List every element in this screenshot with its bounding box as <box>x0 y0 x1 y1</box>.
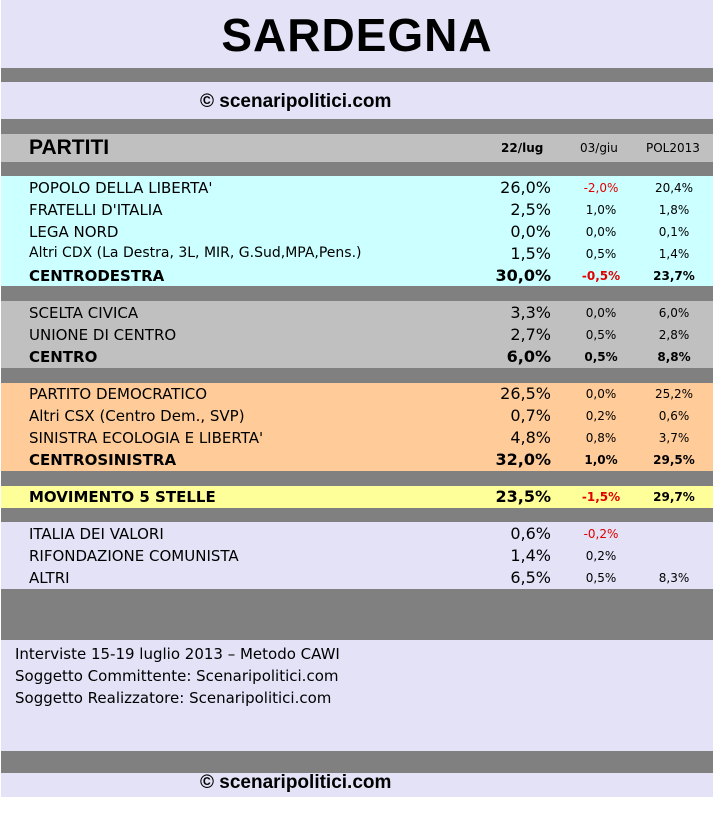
party-name: CENTROSINISTRA <box>29 451 177 469</box>
header-col-03giu: 03/giu <box>580 141 618 155</box>
divider-bar <box>1 286 713 301</box>
party-name: SINISTRA ECOLOGIA E LIBERTA' <box>29 429 264 447</box>
value-pol2013: 8,8% <box>657 350 691 364</box>
value-22lug: 1,4% <box>510 546 551 565</box>
value-pol2013: 20,4% <box>654 181 694 195</box>
party-name: POPOLO DELLA LIBERTA' <box>29 179 213 197</box>
value-22lug: 0,7% <box>510 406 551 425</box>
value-03giu: 1,0% <box>584 453 618 467</box>
party-name: Altri CSX (Centro Dem., SVP) <box>29 407 245 425</box>
party-name: UNIONE DI CENTRO <box>29 326 177 344</box>
value-pol2013: 0,6% <box>658 409 690 423</box>
party-name: PARTITO DEMOCRATICO <box>29 385 208 403</box>
value-22lug: 26,5% <box>500 384 551 403</box>
value-22lug: 32,0% <box>495 450 551 469</box>
value-03giu: 0,2% <box>585 549 617 563</box>
table-row <box>1 383 713 405</box>
party-name: RIFONDAZIONE COMUNISTA <box>29 547 239 565</box>
value-pol2013: 8,3% <box>658 571 690 585</box>
table-row-total <box>1 265 713 287</box>
value-22lug: 0,0% <box>510 222 551 241</box>
value-03giu: -2,0% <box>583 181 619 195</box>
value-03giu: -0,2% <box>583 527 619 541</box>
table-row <box>1 177 713 199</box>
divider-bar <box>1 162 713 176</box>
table-row-total <box>1 449 713 471</box>
party-name: SCELTA CIVICA <box>29 304 139 322</box>
divider-bar <box>1 471 713 486</box>
header-parties: PARTITI <box>29 136 110 159</box>
note-line: Soggetto Realizzatore: Scenaripolitici.com <box>15 689 332 707</box>
value-pol2013: 29,5% <box>653 453 695 467</box>
note-line: Interviste 15-19 luglio 2013 – Metodo CAWI <box>15 645 340 663</box>
table-row-total <box>1 486 713 508</box>
table-row <box>1 405 713 427</box>
header-col-22lug: 22/lug <box>501 141 544 155</box>
party-name: MOVIMENTO 5 STELLE <box>29 488 216 506</box>
table-header <box>1 134 713 162</box>
value-03giu: 1,0% <box>585 203 617 217</box>
party-name: FRATELLI D'ITALIA <box>29 201 163 219</box>
divider-bar <box>1 119 713 134</box>
value-pol2013: 25,2% <box>654 387 694 401</box>
note-line: Soggetto Committente: Scenaripolitici.com <box>15 667 339 685</box>
party-name: CENTRODESTRA <box>29 267 165 285</box>
table-row <box>1 221 713 243</box>
copyright-top: © scenaripolitici.com <box>200 91 392 112</box>
value-22lug: 2,5% <box>510 200 551 219</box>
divider-bar <box>1 368 713 383</box>
table-row <box>1 523 713 545</box>
value-03giu: 0,8% <box>585 431 617 445</box>
value-03giu: 0,5% <box>585 247 617 261</box>
table-row <box>1 567 713 589</box>
value-22lug: 26,0% <box>500 178 551 197</box>
value-03giu: -1,5% <box>581 490 621 504</box>
value-22lug: 2,7% <box>510 325 551 344</box>
survey-notes <box>15 643 340 709</box>
table-row-total <box>1 346 713 368</box>
copyright-bottom: © scenaripolitici.com <box>200 772 392 793</box>
page-title: SARDEGNA <box>221 9 493 61</box>
divider-bar <box>1 508 713 522</box>
party-name: ALTRI <box>29 569 70 587</box>
value-03giu: -0,5% <box>581 269 621 283</box>
divider-bar <box>1 589 713 640</box>
value-22lug: 23,5% <box>495 487 551 506</box>
value-pol2013: 29,7% <box>653 490 695 504</box>
value-03giu: 0,5% <box>585 328 617 342</box>
party-name: CENTRO <box>29 348 98 366</box>
value-22lug: 1,5% <box>510 244 551 263</box>
value-pol2013: 2,8% <box>658 328 690 342</box>
party-name: Altri CDX (La Destra, 3L, MIR, G.Sud,MPA,Pens.) <box>29 245 362 261</box>
value-03giu: 0,5% <box>584 350 618 364</box>
value-03giu: 0,0% <box>585 225 617 239</box>
table-row <box>1 427 713 449</box>
table-row <box>1 302 713 324</box>
value-22lug: 0,6% <box>510 524 551 543</box>
value-pol2013: 1,8% <box>658 203 690 217</box>
value-22lug: 3,3% <box>510 303 551 322</box>
value-pol2013: 23,7% <box>653 269 695 283</box>
value-03giu: 0,0% <box>585 387 617 401</box>
table-row <box>1 243 713 265</box>
header-col-pol2013: POL2013 <box>646 141 700 155</box>
party-name: LEGA NORD <box>29 223 119 241</box>
value-03giu: 0,5% <box>585 571 617 585</box>
value-03giu: 0,2% <box>585 409 617 423</box>
value-pol2013: 6,0% <box>658 306 690 320</box>
divider-bar <box>1 68 713 82</box>
value-22lug: 6,0% <box>506 347 551 366</box>
value-pol2013: 3,7% <box>658 431 690 445</box>
value-22lug: 6,5% <box>510 568 551 587</box>
value-22lug: 30,0% <box>495 266 551 285</box>
divider-bar <box>1 751 713 773</box>
table-row <box>1 199 713 221</box>
value-03giu: 0,0% <box>585 306 617 320</box>
party-name: ITALIA DEI VALORI <box>29 525 164 543</box>
value-22lug: 4,8% <box>510 428 551 447</box>
table-row <box>1 324 713 346</box>
table-row <box>1 545 713 567</box>
value-pol2013: 1,4% <box>658 247 690 261</box>
value-pol2013: 0,1% <box>658 225 690 239</box>
